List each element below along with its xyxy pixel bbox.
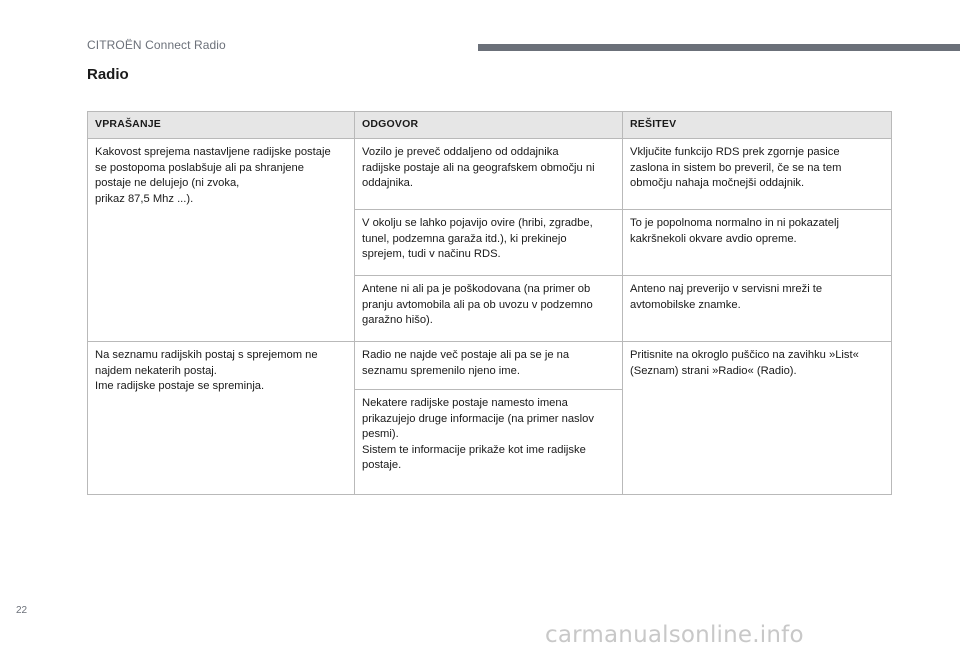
answer-cell — [355, 210, 623, 276]
solution-text: Anteno naj preverijo v servisni mreži te avtomobilske znamke. — [630, 283, 823, 311]
answer-cell — [355, 342, 623, 390]
question-text: Kakovost sprejema nastavljene radijske postaje se postopoma poslabšuje ali pa shranjene postaje ne delujejo (ni zvoka, prikaz 87,5 Mhz ...). — [95, 146, 331, 205]
page-number: 22 — [16, 605, 28, 616]
solution-cell — [623, 210, 892, 276]
question-cell — [88, 342, 355, 495]
column-header-question: VPRAŠANJE — [88, 112, 355, 139]
answer-text: Vozilo je preveč oddaljeno od oddajnika radijske postaje ali na geografskem območju ni oddajnika. — [362, 146, 595, 189]
table-row — [88, 139, 892, 210]
section-title: Radio — [87, 66, 129, 83]
question-text: Na seznamu radijskih postaj s sprejemom ne najdem nekaterih postaj. Ime radijske postaje se spreminja. — [95, 349, 318, 392]
header-divider-bar — [478, 44, 960, 51]
troubleshooting-table — [87, 111, 892, 495]
answer-cell — [355, 276, 623, 342]
answer-text: V okolju se lahko pojavijo ovire (hribi, zgradbe, tunel, podzemna garaža itd.), ki prekinejo sprejem, tudi v načinu RDS. — [362, 217, 593, 260]
answer-text: Antene ni ali pa je poškodovana (na primer ob pranju avtomobila ali pa ob uvozu v podzemno garažno hišo). — [362, 283, 593, 326]
answer-text: Radio ne najde več postaje ali pa se je na seznamu spremenilo njeno ime. — [362, 349, 570, 377]
answer-cell — [355, 139, 623, 210]
column-header-answer: ODGOVOR — [355, 112, 623, 139]
document-header-title: CITROËN Connect Radio — [87, 38, 226, 52]
solution-cell — [623, 276, 892, 342]
question-cell — [88, 139, 355, 342]
answer-text: Nekatere radijske postaje namesto imena prikazujejo druge informacije (na primer naslov pesmi). Sistem te informacije prikaže kot ime radijske postaje. — [362, 397, 594, 471]
column-header-solution: REŠITEV — [623, 112, 892, 139]
solution-cell — [623, 139, 892, 210]
answer-cell — [355, 390, 623, 495]
solution-text: To je popolnoma normalno in ni pokazatelj kakršnekoli okvare avdio opreme. — [630, 217, 839, 245]
solution-text: Pritisnite na okroglo puščico na zavihku »List« (Seznam) strani »Radio« (Radio). — [630, 349, 859, 377]
table-header-row — [88, 112, 892, 139]
solution-cell — [623, 342, 892, 495]
solution-text: Vključite funkcijo RDS prek zgornje pasice zaslona in sistem bo preveril, če se na tem območju nahaja močnejši oddajnik. — [630, 146, 842, 189]
watermark-text: carmanualsonline.info — [545, 622, 804, 648]
table-row — [88, 342, 892, 390]
